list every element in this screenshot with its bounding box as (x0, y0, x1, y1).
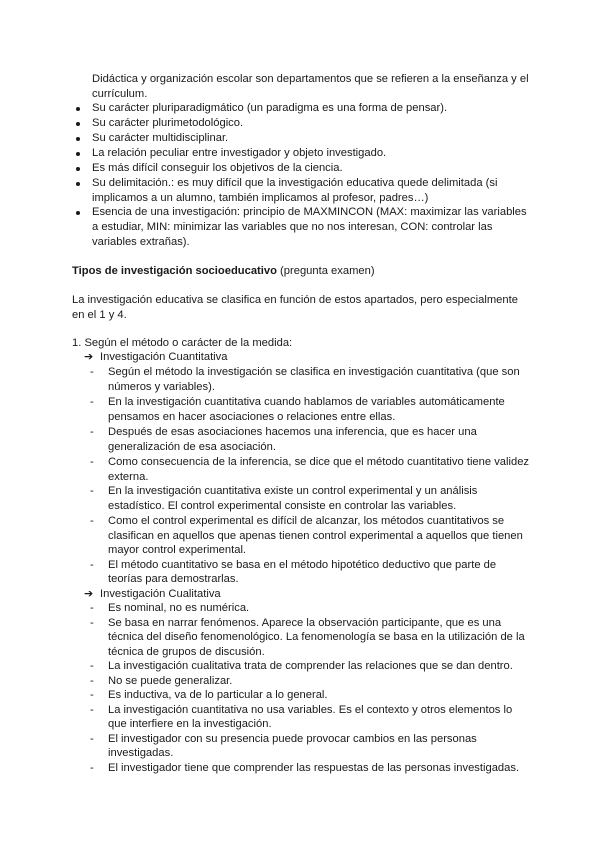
bullet-icon (76, 211, 80, 215)
bullet-6-line-1: Su delimitación.: es muy difícil que la investigación educativa quede delimitada (si (92, 177, 498, 189)
quant-item-6-line-1: Como el control experimental es difícil de alcanzar, los métodos cuantitativos se (108, 515, 505, 527)
bullet-icon (76, 122, 80, 126)
intro-line-1: Didáctica y organización escolar son departamentos que se refieren a la enseñanza y el (92, 73, 529, 85)
dash-icon: - (90, 617, 94, 629)
dash-icon: - (90, 559, 94, 571)
qual-item-1: Es nominal, no es numérica. (108, 602, 250, 614)
qual-item-8: El investigador tiene que comprender las respuestas de las personas investigadas. (108, 762, 520, 774)
arrow-icon: ➔ (84, 351, 94, 363)
intro-line-2: currículum. (92, 88, 148, 100)
qual-item-6-line-1: La investigación cuantitativa no usa variables. Es el contexto y otros elementos lo (108, 704, 513, 716)
bullet-icon (76, 152, 80, 156)
qual-item-2-line-1: Se basa en narrar fenómenos. Aparece la observación participante, que es una (108, 617, 502, 629)
bullet-6-line-2: implicamos a un alumno, también implicamos al profesor, padres…) (92, 192, 429, 204)
dash-icon: - (90, 426, 94, 438)
paragraph-line-2: en el 1 y 4. (72, 309, 127, 321)
quant-item-6-line-2: clasifican en aquellos que apenas tienen control experimental a aquellos que tienen (108, 530, 523, 542)
bullet-7-line-3: variables extrañas). (92, 236, 190, 248)
section-heading (72, 264, 375, 279)
quant-title: Investigación Cuantitativa (100, 351, 228, 363)
bullet-5: Es más difícil conseguir los objetivos de la ciencia. (92, 162, 343, 174)
dash-icon: - (90, 704, 94, 716)
bullet-3: Su carácter multidisciplinar. (92, 132, 229, 144)
qual-item-4: No se puede generalizar. (108, 675, 233, 687)
dash-icon: - (90, 366, 94, 378)
dash-icon: - (90, 675, 94, 687)
qual-title: Investigación Cualitativa (100, 588, 221, 600)
bullet-icon (76, 167, 80, 171)
qual-item-2-line-3: técnica de grupos de discusión. (108, 646, 265, 658)
quant-item-2-line-1: En la investigación cuantitativa cuando hablamos de variables automáticamente (108, 396, 505, 408)
arrow-icon: ➔ (84, 588, 94, 600)
quant-item-1-line-2: números y variables). (108, 381, 215, 393)
quant-item-5-line-1: En la investigación cuantitativa existe un control experimental y un análisis (108, 485, 478, 497)
qual-item-3: La investigación cualitativa trata de comprender las relaciones que se dan dentro. (108, 660, 513, 672)
dash-icon: - (90, 689, 94, 701)
qual-item-7-line-2: investigadas. (108, 747, 174, 759)
dash-icon: - (90, 515, 94, 527)
bullet-7-line-1: Esencia de una investigación: principio de MAXMINCON (MAX: maximizar las variables (92, 206, 527, 218)
quant-item-4-line-1: Como consecuencia de la inferencia, se dice que el método cuantitativo tiene validez (108, 456, 530, 468)
bullet-1: Su carácter pluriparadigmático (un paradigma es una forma de pensar). (92, 102, 448, 114)
bullet-4: La relación peculiar entre investigador y objeto investigado. (92, 147, 387, 159)
bullet-7-line-2: a estudiar, MIN: minimizar las variables que no nos interesan, CON: controlar las (92, 221, 493, 233)
heading-bold: Tipos de investigación socioeducativo (72, 265, 277, 277)
bullet-2: Su carácter plurimetodológico. (92, 117, 244, 129)
qual-item-5: Es inductiva, va de lo particular a lo general. (108, 689, 328, 701)
bullet-icon (76, 182, 80, 186)
section-1-title: 1. Según el método o carácter de la medida: (72, 337, 293, 349)
dash-icon: - (90, 660, 94, 672)
qual-item-7-line-1: El investigador con su presencia puede provocar cambios en las personas (108, 733, 477, 745)
qual-item-2-line-2: técnica del diseño fenomenológico. La fenomenología se basa en la utilización de la (108, 631, 525, 643)
quant-item-7-line-1: El método cuantitativo se basa en el método hipotético deductivo que parte de (108, 559, 497, 571)
bullet-icon (76, 107, 80, 111)
qual-item-6-line-2: que interfiere en la investigación. (108, 718, 272, 730)
paragraph-line-1: La investigación educativa se clasifica en función de estos apartados, pero especialmente (72, 294, 518, 306)
dash-icon: - (90, 762, 94, 774)
dash-icon: - (90, 602, 94, 614)
quant-item-6-line-3: mayor control experimental. (108, 544, 247, 556)
dash-icon: - (90, 733, 94, 745)
quant-item-5-line-2: estadístico. El control experimental consiste en controlar las variables. (108, 500, 457, 512)
quant-item-4-line-2: externa. (108, 471, 149, 483)
quant-item-1-line-1: Según el método la investigación se clasifica en investigación cuantitativa (que son (108, 366, 520, 378)
quant-item-3-line-1: Después de esas asociaciones hacemos una inferencia, que es hacer una (108, 426, 477, 438)
bullet-icon (76, 137, 80, 141)
dash-icon: - (90, 396, 94, 408)
dash-icon: - (90, 485, 94, 497)
quant-item-2-line-2: pensamos en hacer asociaciones o relaciones entre ellas. (108, 411, 396, 423)
dash-icon: - (90, 456, 94, 468)
heading-note: (pregunta examen) (276, 265, 375, 277)
quant-item-7-line-2: teorías para demostrarlas. (108, 573, 239, 585)
quant-item-3-line-2: generalización de esa asociación. (108, 441, 276, 453)
